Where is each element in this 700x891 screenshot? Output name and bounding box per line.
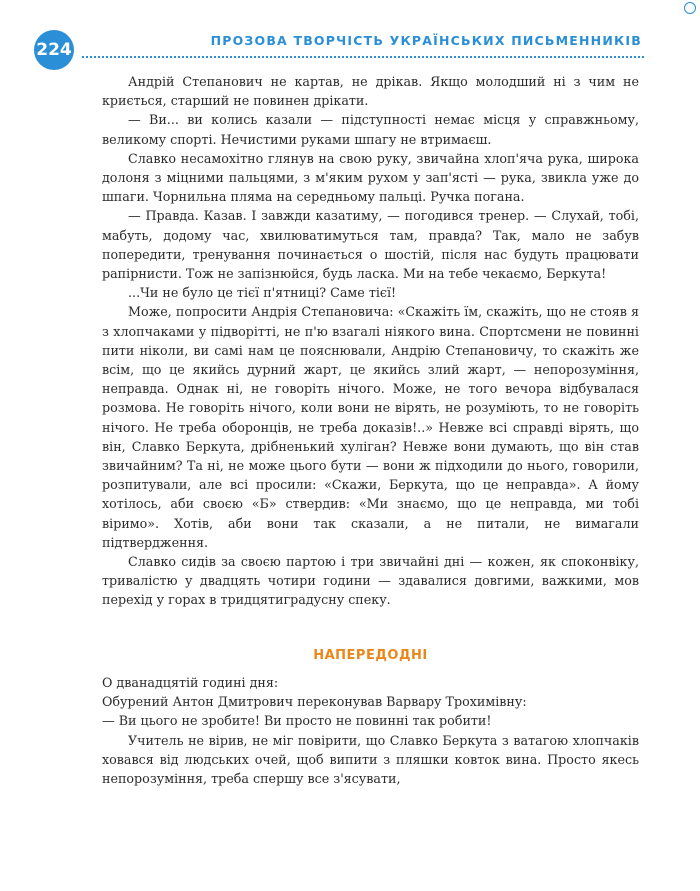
paragraph: Обурений Антон Дмитрович переконував Варвару Трохимівну: — [102, 694, 527, 710]
header-dotted-rule — [82, 56, 644, 58]
paragraph: — Ви цього не зробите! Ви просто не повинні так робити! — [102, 713, 492, 729]
paragraph: Славко несамохітно глянув на свою руку, звичайна хлоп'яча рука, широка долоня з міцними пальцями, з м'яким рухом у зап'ясті — рука, звикла уже до шпаги. Чорнильна пляма на середньому пальці. Ручка погана. — [102, 150, 639, 205]
paragraph: Андрій Степанович не картав, не дрікав. Якщо молодший ні з чим не криється, старший не повинен дрікати. — [102, 74, 639, 109]
paragraph: — Правда. Казав. І завжди казатиму, — погодився тренер. — Слухай, тобі, мабуть, додому час, хвилюватимуться там, правда? Так, мало не забув попередити, тренування починається о шостій, після нас будуть працювати рапірнисти. Тож не запізнюйся, будь ласка. Ми на тебе чекаємо, Беркута! — [102, 208, 639, 282]
paragraph: Славко сидів за своєю партою і три звичайні дні — кожен, як споконвіку, тривалістю у двадцять чотири години — здавалися довгими, важкими, мов перехід у горах в тридцятиградусну спеку. — [102, 554, 639, 608]
paragraph: — Ви... ви колись казали — підступності немає місця у справжньому, великому спорті. Нечистими руками шпагу не втримаєш. — [102, 112, 639, 147]
paragraph: Учитель не вірив, не міг повірити, що Славко Беркута з ватагою хлопчаків ховався від людських очей, щоб випити з пляшки ковток вина. Просто якесь непорозуміння, треба спершу все з'ясувати, — [102, 732, 639, 786]
running-title: ПРОЗОВА ТВОРЧІСТЬ УКРАЇНСЬКИХ ПИСЬМЕННИКІВ — [205, 33, 642, 48]
main-text — [102, 72, 639, 788]
paragraph: Може, попросити Андрія Степановича: «Скажіть їм, скажіть, що не стояв я з хлопчаками у підворітті, не п'ю взагалі ніякого вина. Спортсмени не повинні пити ніколи, ви самі нам це пояснювали, Андрію Степановичу, то скажіть же всім, що це якийсь дурний жарт, це якийсь злий жарт, — непорозуміння, неправда. Однак ні, не говоріть нічого. Може, не того вечора відбувалася розмова. Не говоріть нічого, коли вони не вірять, не розуміють, то не говоріть нічого. Не треба оборонців, не треба доказів!..» Невже всі справді вірять, що він, Славко Беркута, дрібненький хуліган? Невже вони думають, що він став звичайним? Та ні, не може цього бути — вони ж підходили до нього, говорили, розпитували, але всі просили: «Скажи, Беркута, що це неправда». А йому хотілось, аби своєю «Б» ствердив: «Ми знаємо, що це неправда, ми тобі віримо». Хотів, аби вони так сказали, а не питали, не вимагали підтвердження. — [102, 304, 639, 550]
page-number-badge: 224 — [34, 30, 74, 70]
section-spacer — [102, 610, 639, 636]
section-heading: НАПЕРЕДОДНІ — [313, 647, 428, 663]
paragraph: О дванадцятій годині дня: — [102, 674, 279, 690]
paragraph: ...Чи не було це тієї п'ятниці? Саме тієї! — [128, 285, 397, 301]
corner-logo-icon — [684, 2, 696, 14]
